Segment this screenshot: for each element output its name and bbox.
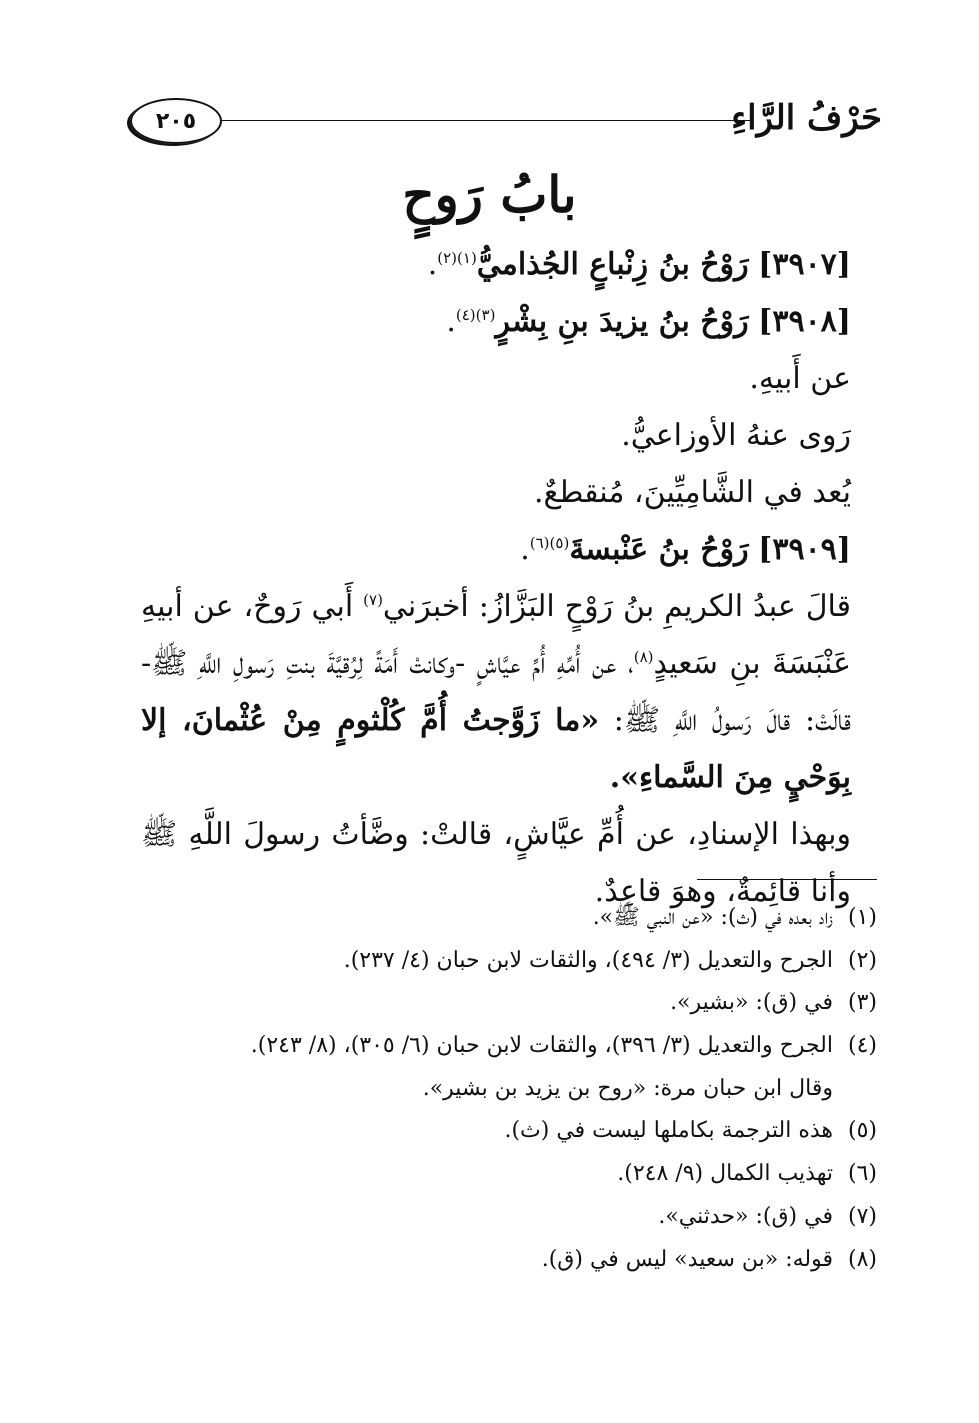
hadith-text: قالَ عبدُ الكريمِ بنُ رَوْحٍ البَزَّازُ: أخبرَني bbox=[382, 589, 851, 624]
footnote-text: قوله: «بن سعيد» ليس في (ق). bbox=[541, 1246, 833, 1272]
entry-number: [٣٩٠٧] bbox=[758, 247, 851, 282]
footnote-number: (٢) bbox=[847, 947, 877, 973]
entry-3908: [٣٩٠٨] رَوْحُ بنُ يزيدَ بنِ بِشْرٍ$^{(٣)(٤)}$. bbox=[446, 304, 851, 339]
footnote-text: زاد بعده في (ث): «عن النبي ﷺ». bbox=[592, 905, 833, 930]
footnote-text: في (ق): «بشير». bbox=[670, 990, 833, 1016]
footnote-ref: (٣)(٤) bbox=[455, 306, 496, 324]
running-title: حَرْفُ الرَّاءِ bbox=[731, 98, 882, 138]
hadith-paragraph bbox=[141, 578, 851, 806]
footnote bbox=[117, 1153, 877, 1196]
page-number: ٢٠٥ bbox=[130, 98, 222, 144]
footnote-ref: (٨) bbox=[633, 648, 654, 666]
footnote-number: (٨) bbox=[847, 1246, 877, 1272]
narrator-line: رَوى عنهُ الأوزاعيُّ. bbox=[621, 418, 851, 453]
hadith-text: ، عن أُمِّهِ أُمِّ عيَّاشٍ -وكانتْ أَمَةً لِرُقيَّةَ بنتِ رَسولِ اللَّهِ ﷺ- قالَتْ: قالَ رَسولُ اللَّهِ ﷺ: bbox=[141, 646, 851, 738]
footnote bbox=[117, 1110, 877, 1153]
footnote-ref: (٥)(٦) bbox=[529, 534, 570, 552]
hadith-text: أَبي رَوحٌ، عن أبيهِ عَنْبَسَةَ بنِ سَعيدٍ bbox=[141, 589, 851, 681]
entry-number: [٣٩٠٩] bbox=[758, 532, 851, 567]
footnote-text: في (ق): «حدثني». bbox=[658, 1203, 833, 1229]
footnote-number: (٣) bbox=[847, 990, 877, 1016]
footnote-ref: (٧) bbox=[363, 591, 383, 609]
footnote-number: (٧) bbox=[847, 1203, 877, 1229]
narrator-line: يُعد في الشَّامِيِّينَ، مُنقطعٌ. bbox=[533, 475, 851, 510]
footnote bbox=[117, 940, 877, 983]
hadith-quote: «ما زَوَّجتُ أُمَّ كُلْثومٍ مِنْ عُثْمانَ، إلا بِوَحْيٍ مِنَ السَّماءِ». bbox=[141, 703, 851, 795]
footnote-continuation: وقال ابن حبان مرة: «روح بن يزيد بن بشير». bbox=[422, 1075, 833, 1101]
footnote-text: الجرح والتعديل (٣/ ٤٩٤)، والثقات لابن حبان (٤/ ٢٣٧). bbox=[343, 947, 833, 973]
footnote-separator bbox=[697, 879, 877, 880]
footnote bbox=[117, 982, 877, 1025]
footnote bbox=[117, 1025, 877, 1068]
footnote-text: تهذيب الكمال (٩/ ٢٤٨). bbox=[617, 1161, 833, 1187]
entry-number: [٣٩٠٨] bbox=[758, 304, 851, 339]
footnote-ref: (١)(٢) bbox=[437, 249, 477, 267]
entry-name: رَوْحُ بنُ يزيدَ بنِ بِشْرٍ bbox=[495, 304, 749, 339]
entry-name: رَوْحُ بنُ عَنْبسةَ bbox=[569, 532, 749, 567]
footnote-number: (٤) bbox=[847, 1033, 877, 1059]
narrator-line: عن أَبيهِ. bbox=[749, 361, 851, 396]
footnote bbox=[117, 1239, 877, 1282]
entry-3909: [٣٩٠٩] رَوْحُ بنُ عَنْبسةَ$^{(٥)(٦)}$. bbox=[520, 532, 851, 567]
header-rule bbox=[222, 120, 750, 121]
footnote-number: (٥) bbox=[847, 1118, 877, 1144]
chapter-title: بابُ رَوحٍ bbox=[402, 165, 577, 224]
hadith-text: وبهذا الإسنادِ، عن أُمِّ عيَّاشٍ، قالتْ: وضَّأتُ رسولَ اللَّهِ ﷺ وأنا قائِمةٌ، وهوَ قاعِدٌ. bbox=[141, 817, 851, 909]
footnote bbox=[117, 897, 877, 940]
entry-name: رَوْحُ بنُ زِنْباعٍ الجُذاميُّ bbox=[476, 247, 749, 282]
running-header bbox=[130, 92, 882, 144]
main-text bbox=[141, 236, 851, 920]
footnote bbox=[117, 1196, 877, 1239]
footnote-number: (٦) bbox=[847, 1161, 877, 1187]
footnotes bbox=[117, 897, 877, 1281]
entry-3907: [٣٩٠٧] رَوْحُ بنُ زِنْباعٍ الجُذاميُّ$^{(١)(٢)}$. bbox=[427, 247, 851, 282]
footnote-number: (١) bbox=[847, 905, 877, 930]
footnote-text: هذه الترجمة بكاملها ليست في (ث). bbox=[504, 1118, 833, 1144]
footnote-text: الجرح والتعديل (٣/ ٣٩٦)، والثقات لابن حبان (٦/ ٣٠٥)، (٨/ ٢٤٣). bbox=[250, 1033, 833, 1059]
